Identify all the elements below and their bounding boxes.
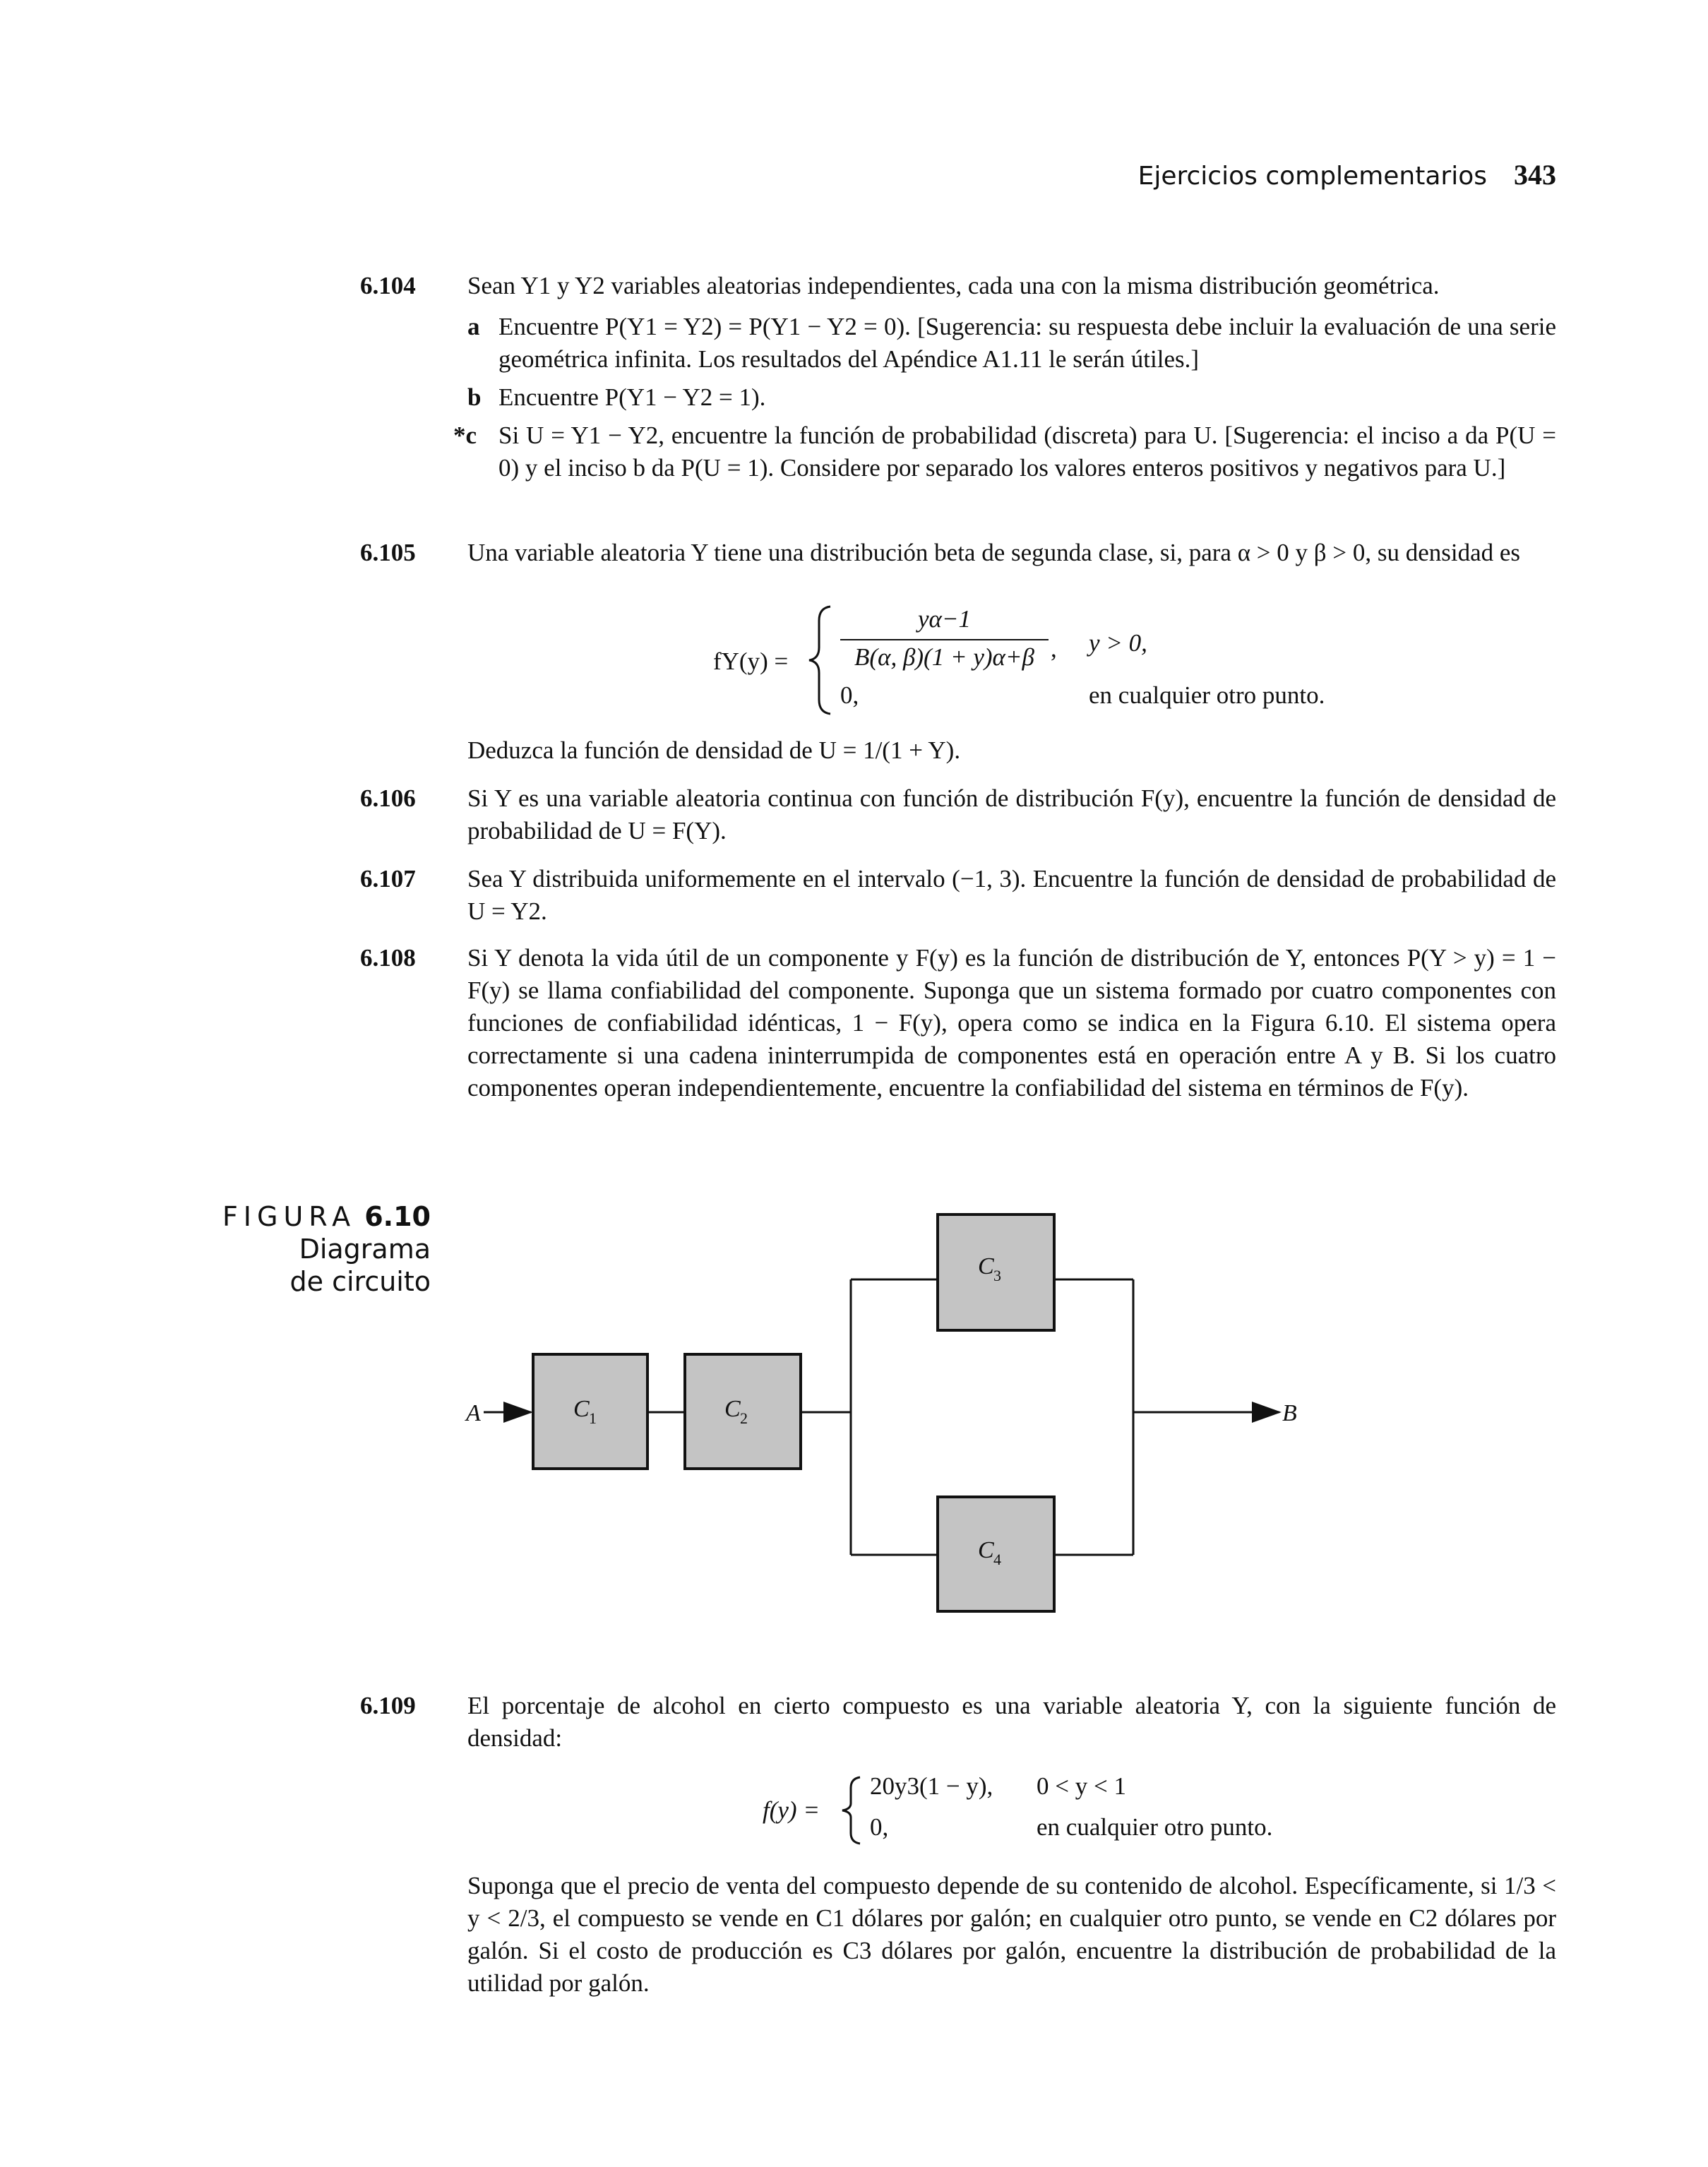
exercise-intro: El porcentaje de alcohol en cierto compuesto es una variable aleatoria Y, con la siguiente función de densidad:	[467, 1692, 1556, 1752]
exercise-number: 6.104	[360, 272, 416, 299]
exercise-number: 6.107	[360, 865, 416, 893]
case2-value: 0,	[840, 681, 859, 709]
case1-condition: 0 < y < 1	[1037, 1772, 1126, 1800]
formula-beta-second-kind: fY(y) = yα−1 B(α, β)(1 + y)α+β , y > 0, 0, en cualquier otro punto.	[713, 604, 1419, 717]
fraction-bar	[840, 639, 1049, 640]
exercise-6-105-outro	[360, 734, 1556, 767]
figure-number: 6.10	[364, 1201, 431, 1232]
left-brace	[806, 604, 835, 717]
exercise-text: Si Y es una variable aleatoria continua con función de distribución F(y), encuentre la función de densidad de probabilidad de U = F(Y).	[467, 784, 1556, 844]
exercise-number: 6.109	[360, 1692, 416, 1719]
case1-denominator: B(α, β)(1 + y)α+β	[854, 643, 1034, 671]
subpart-b	[467, 381, 1556, 414]
exercise-6-106	[360, 782, 1556, 847]
c3-subscript: 3	[993, 1267, 1001, 1284]
case2-value: 0,	[870, 1813, 889, 1841]
exercise-6-105	[360, 537, 1556, 569]
c3-label: C	[978, 1253, 994, 1279]
subpart-a	[467, 311, 1556, 376]
c4-subscript: 4	[993, 1551, 1001, 1568]
c4-label: C	[978, 1537, 994, 1563]
subpart-text: Encuentre P(Y1 = Y2) = P(Y1 − Y2 = 0). [Sugerencia: su respuesta debe incluir la evaluación de una serie geométrica infinita. Los resultados del Apéndice A1.11 le serán útiles.]	[498, 313, 1556, 373]
exercise-outro: Suponga que el precio de venta del compuesto depende de su contenido de alcohol. Específicamente, si 1/3 < y < 2/3, el compuesto se vende en C1 dólares por galón; en cualquier otro punto, se vende en C2 dólares por galón. Si el costo de producción es C3 dólares por galón, encuentre la distribución de probabilidad de la utilidad por galón.	[467, 1872, 1556, 1997]
exercise-text: Si Y denota la vida útil de un componente y F(y) es la función de distribución de Y, entonces P(Y > y) = 1 − F(y) se llama confiabilidad del componente. Suponga que un sistema formado por cuatro componentes con funciones de confiabilidad idénticas, 1 − F(y), opera como se indica en la Figura 6.10. El sistema opera correctamente si una cadena ininterrumpida de componentes está en operación entre A y B. Si los cuatro componentes operan independientemente, encuentre la confiabilidad del sistema en términos de F(y).	[467, 944, 1556, 1102]
exercise-6-107	[360, 863, 1556, 928]
exercise-text: Sea Y distribuida uniformemente en el intervalo (−1, 3). Encuentre la función de densidad de probabilidad de U = Y2.	[467, 865, 1556, 925]
figure-caption	[184, 1200, 431, 1298]
c1-label: C	[573, 1396, 590, 1422]
exercise-6-104	[360, 270, 1556, 484]
subpart-c	[453, 419, 1556, 484]
exercise-number: 6.105	[360, 539, 416, 566]
case2-condition: en cualquier otro punto.	[1037, 1813, 1273, 1841]
exercise-6-109-outro	[360, 1870, 1556, 2000]
page-number: 343	[1514, 159, 1556, 191]
exercise-intro: Una variable aleatoria Y tiene una distribución beta de segunda clase, si, para α > 0 y β > 0, su densidad es	[467, 539, 1521, 566]
circuit-diagram	[452, 1200, 1370, 1638]
case1-numerator: yα−1	[917, 605, 972, 633]
exercise-intro: Sean Y1 y Y2 variables aleatorias independientes, cada una con la misma distribución geométrica.	[467, 272, 1440, 299]
subpart-label: *c	[453, 422, 477, 449]
formula-lhs: fY(y) =	[713, 647, 789, 675]
formula-lhs: f(y) =	[763, 1796, 820, 1824]
figure-caption-line: de circuito	[289, 1266, 431, 1297]
exercise-number: 6.108	[360, 944, 416, 972]
subpart-text: Encuentre P(Y1 − Y2 = 1).	[498, 383, 766, 411]
c2-label: C	[724, 1396, 741, 1422]
c2-subscript: 2	[740, 1409, 748, 1427]
subpart-label: b	[467, 383, 482, 411]
node-a-label: A	[466, 1400, 481, 1426]
formula-alcohol-density	[763, 1772, 1327, 1850]
figure-caption-line: Diagrama	[299, 1234, 431, 1265]
exercise-outro: Deduzca la función de densidad de U = 1/(1 + Y).	[467, 736, 961, 764]
node-b-label: B	[1282, 1400, 1297, 1426]
left-brace	[840, 1775, 864, 1846]
c1-subscript: 1	[589, 1409, 597, 1427]
subpart-label: a	[467, 313, 480, 340]
exercise-6-109	[360, 1690, 1556, 1755]
case1-value: 20y3(1 − y),	[870, 1772, 993, 1800]
running-title: Ejercicios complementarios	[1137, 162, 1487, 191]
subpart-text: Si U = Y1 − Y2, encuentre la función de probabilidad (discreta) para U. [Sugerencia: el inciso a da P(U = 0) y el inciso b da P(U = 1). Considere por separado los valores enteros positivos y negativos para U.]	[498, 422, 1556, 482]
case2-condition: en cualquier otro punto.	[1089, 681, 1325, 709]
case1-condition: y > 0,	[1089, 629, 1147, 657]
figure-label: FIGURA	[222, 1201, 357, 1232]
running-header	[1138, 158, 1556, 191]
exercise-6-108	[360, 942, 1556, 1104]
exercise-number: 6.106	[360, 784, 416, 812]
